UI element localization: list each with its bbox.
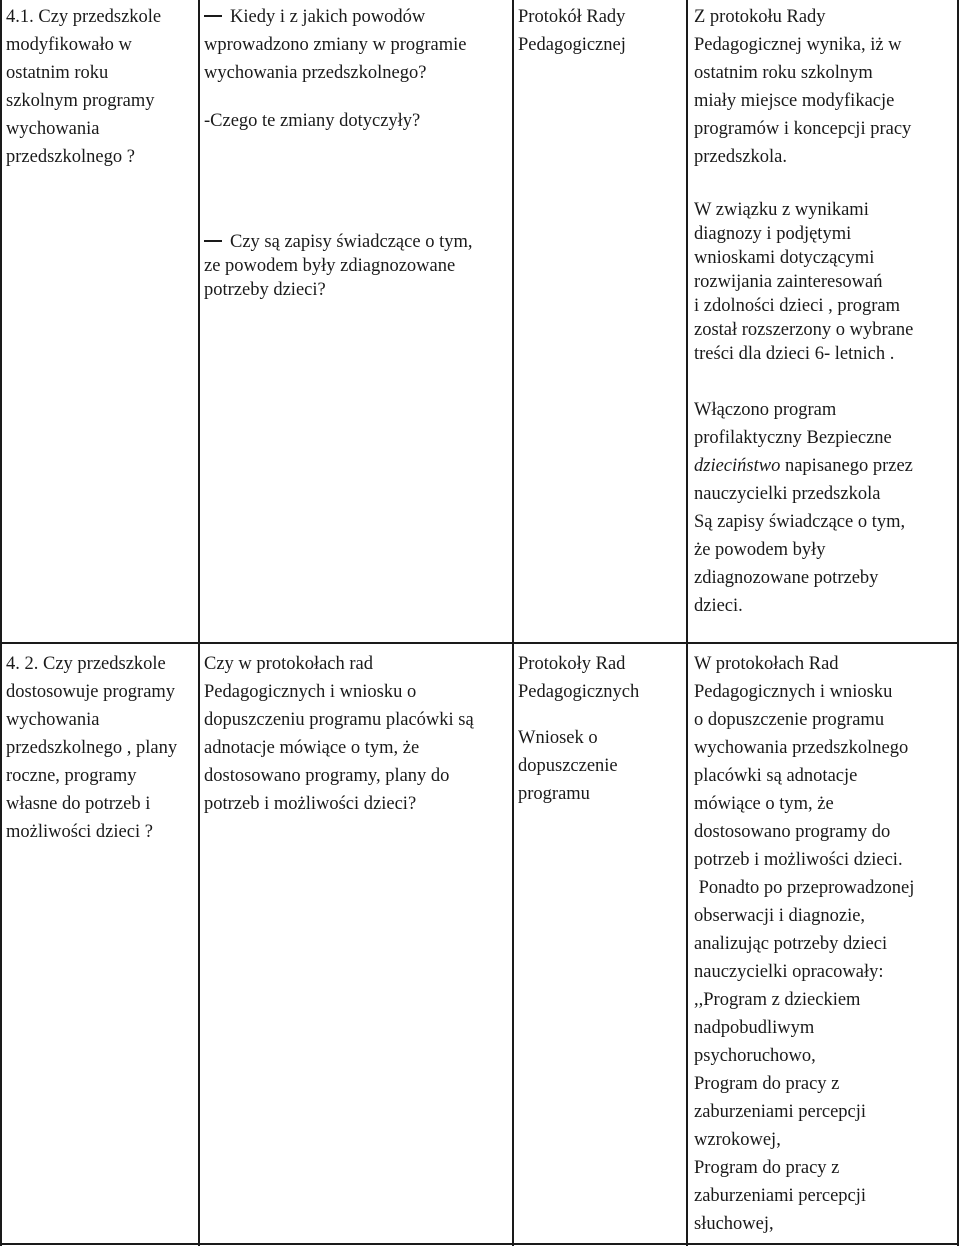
text-line: Pedagogicznych i wniosku o	[204, 682, 417, 702]
text-line: nadpobudliwym	[694, 1018, 815, 1038]
column-divider-1	[198, 0, 200, 1246]
dash-bullet-icon	[204, 240, 222, 242]
text-line: że powodem były	[694, 540, 826, 560]
text-line: wychowania przedszkolnego	[694, 738, 909, 758]
text-line: nauczycielki opracowały:	[694, 962, 884, 982]
text-line: Wniosek o	[518, 728, 598, 748]
row1-subquestions-cell	[204, 3, 510, 135]
text-line: profilaktyczny Bezpieczne	[694, 428, 892, 448]
row1-answer-paragraph-3	[694, 396, 954, 620]
text-line: przedszkola.	[694, 147, 787, 167]
row1-answer-paragraph-2	[694, 198, 954, 366]
text-line: potrzeb i możliwości dzieci?	[204, 794, 417, 814]
text-line: potrzeby dzieci?	[204, 280, 326, 300]
text-line: zaburzeniami percepcji	[694, 1102, 867, 1122]
text-line: treści dla dzieci 6- letnich .	[694, 344, 895, 364]
table-border-bottom	[0, 1243, 959, 1245]
text-line: Program do pracy z	[694, 1158, 840, 1178]
row2-source-cell-2	[518, 724, 684, 808]
text-line: Pedagogicznych i wniosku	[694, 682, 893, 702]
text-line: rozwijania zainteresowań	[694, 272, 883, 292]
text-line: dopuszczenie	[518, 756, 618, 776]
text-line: Są zapisy świadczące o tym,	[694, 512, 906, 532]
text-line: dostosowano programy do	[694, 822, 891, 842]
text-line: dopuszczeniu programu placówki są	[204, 710, 474, 730]
row1-subquestion-2	[204, 230, 510, 302]
row1-source-cell	[518, 3, 684, 59]
row2-source-cell	[518, 650, 684, 706]
text-line: przedszkolnego ?	[6, 147, 135, 167]
text-line: obserwacji i diagnozie,	[694, 906, 866, 926]
text-line: programów i koncepcji pracy	[694, 119, 912, 139]
text-line: 4.1. Czy przedszkole	[6, 7, 162, 27]
text-line: -Czego te zmiany dotyczyły?	[204, 111, 421, 131]
text-line	[694, 452, 954, 480]
text-line: przedszkolnego , plany	[6, 738, 178, 758]
text-line: Pedagogicznej wynika, iż w	[694, 35, 902, 55]
text-line: dostosowano programy, plany do	[204, 766, 450, 786]
row1-question-cell	[6, 3, 196, 171]
text-line: adnotacje mówiące o tym, że	[204, 738, 420, 758]
text-span: Kiedy i z jakich powodów	[230, 7, 426, 27]
text-line: wychowania	[6, 710, 100, 730]
text-line: nauczycielki przedszkola	[694, 484, 881, 504]
italic-title: dzieciństwo	[694, 456, 781, 476]
text-line: potrzeb i możliwości dzieci.	[694, 850, 903, 870]
text-line: W protokołach Rad	[694, 654, 839, 674]
table-border-right	[957, 0, 959, 1246]
text-line	[204, 230, 510, 254]
text-line: ostatnim roku	[6, 63, 109, 83]
text-line: został rozszerzony o wybrane	[694, 320, 914, 340]
text-line: wzrokowej,	[694, 1130, 781, 1150]
text-line: miały miejsce modyfikacje	[694, 91, 895, 111]
row2-subquestion-cell	[204, 650, 510, 818]
text-line: zaburzeniami percepcji	[694, 1186, 867, 1206]
text-line: Pedagogicznych	[518, 682, 640, 702]
row2-question-cell	[6, 650, 196, 846]
text-line: Z protokołu Rady	[694, 7, 826, 27]
text-line: W związku z wynikami	[694, 200, 869, 220]
text-line: Włączono program	[694, 400, 837, 420]
text-line: o dopuszczenie programu	[694, 710, 885, 730]
text-line: wychowania	[6, 119, 100, 139]
text-line: Protokół Rady	[518, 7, 626, 27]
text-line: wnioskami dotyczącymi	[694, 248, 875, 268]
text-line: placówki są adnotacje	[694, 766, 858, 786]
text-line: słuchowej,	[694, 1214, 774, 1234]
column-divider-3	[686, 0, 688, 1246]
text-line: ,,Program z dzieckiem	[694, 990, 861, 1010]
text-line: ostatnim roku szkolnym	[694, 63, 873, 83]
text-line: programu	[518, 784, 590, 804]
text-line: własne do potrzeb i	[6, 794, 151, 814]
text-line: i zdolności dzieci , program	[694, 296, 901, 316]
table-border-left	[0, 0, 2, 1246]
text-line: modyfikowało w	[6, 35, 132, 55]
text-line: dostosowuje programy	[6, 682, 176, 702]
text-line: wychowania przedszkolnego?	[204, 63, 427, 83]
text-line	[204, 3, 510, 31]
text-line: wprowadzono zmiany w programie	[204, 35, 467, 55]
text-line: szkolnym programy	[6, 91, 155, 111]
text-line: psychoruchowo,	[694, 1046, 816, 1066]
text-line: możliwości dzieci ?	[6, 822, 153, 842]
row-divider	[0, 642, 959, 644]
text-span: napisanego przez	[780, 456, 913, 476]
text-line: diagnozy i podjętymi	[694, 224, 852, 244]
text-line: Program do pracy z	[694, 1074, 840, 1094]
text-line: zdiagnozowane potrzeby	[694, 568, 879, 588]
text-line: roczne, programy	[6, 766, 137, 786]
text-line: dzieci.	[694, 596, 743, 616]
text-line: 4. 2. Czy przedszkole	[6, 654, 166, 674]
column-divider-2	[512, 0, 514, 1246]
text-line: mówiące o tym, że	[694, 794, 834, 814]
text-line: Pedagogicznej	[518, 35, 626, 55]
text-line: Protokoły Rad	[518, 654, 626, 674]
text-line: analizując potrzeby dzieci	[694, 934, 888, 954]
text-line: Czy w protokołach rad	[204, 654, 374, 674]
text-line: Ponadto po przeprowadzonej	[694, 878, 915, 898]
text-line: ze powodem były zdiagnozowane	[204, 256, 456, 276]
dash-bullet-icon	[204, 15, 222, 17]
row2-answer-cell	[694, 650, 954, 1238]
row1-answer-cell	[694, 3, 954, 171]
text-span: Czy są zapisy świadczące o tym,	[230, 232, 473, 252]
